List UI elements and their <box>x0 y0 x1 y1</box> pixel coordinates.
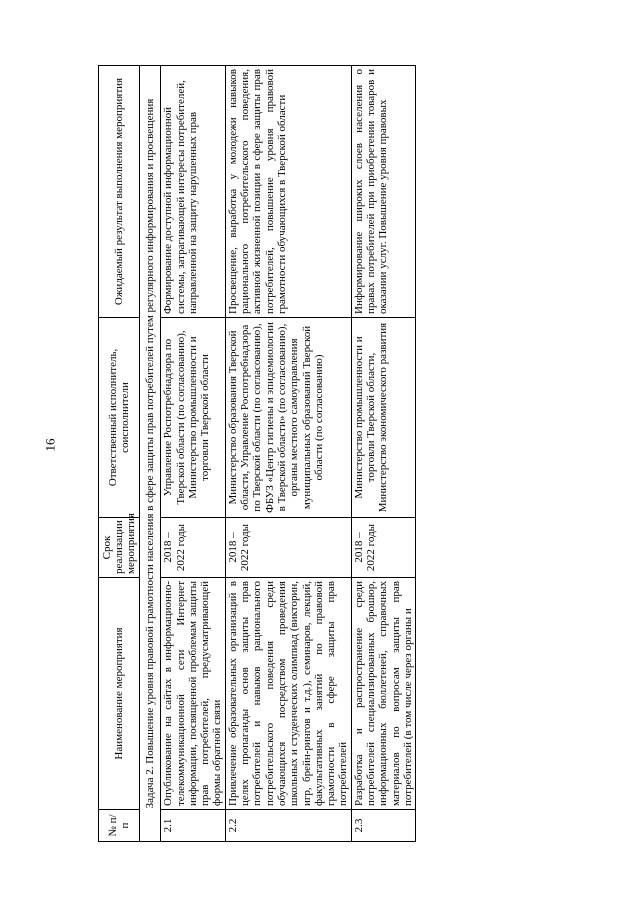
row-number: 2.2 <box>225 810 351 842</box>
table-row <box>225 66 351 842</box>
table-row <box>351 66 415 842</box>
table-row <box>161 66 225 842</box>
row-number: 2.1 <box>161 810 225 842</box>
measure-term: 2018 – 2022 годы <box>351 518 415 578</box>
row-number: 2.3 <box>351 810 415 842</box>
measures-table <box>98 65 416 842</box>
rotated-table-container <box>98 66 612 842</box>
task-heading: Задача 2. Повышение уровня правовой грамотности населения в сфере защиты прав потребителей путем регулярного информирования и просвещения <box>140 66 161 842</box>
page-number: 16 <box>42 438 58 452</box>
measure-responsible: Управление Роспотребнадзора по Тверской области (по согласованию), Министерство промышленности и торговли Тверской области <box>161 318 225 518</box>
measure-result: Формирование доступной информационной системы, затрагивающей интересы потребителей, направленной на защиту нарушенных прав <box>161 66 225 318</box>
header-cell-responsible: Ответственный исполнитель, соисполнители <box>99 318 140 518</box>
header-cell-result: Ожидаемый результат выполнения мероприятия <box>99 66 140 318</box>
measure-result: Информирование широких слоев населения о правах потребителей при приобретении товаров и оказании услуг. Повышение уровня правовых <box>351 66 415 318</box>
task-row <box>140 66 161 842</box>
measure-responsible: Министерство образования Тверской области, Управление Роспотребнадзора по Тверской области (по согласованию), ФБУЗ «Центр гигиены и эпидемиологии в Тверской области» (по согласованию), органы местного самоуправления муниципальных образований Тверской области (по согласованию) <box>225 318 351 518</box>
header-cell-term: Срок реализации мероприятия <box>99 518 140 578</box>
header-cell-num: № п/п <box>99 810 140 842</box>
measure-responsible: Министерство промышленности и торговли Тверской области, Министерство экономического развития <box>351 318 415 518</box>
measure-result: Просвещение, выработка у молодежи навыков рационального потребительского поведения, активной жизненной позиции в сфере защиты прав потребителей, повышение уровня правовой грамотности обучающихся в Тверской области <box>225 66 351 318</box>
measure-name: Привлечение образовательных организаций в целях пропаганды основ защиты прав потребителей и навыков рационального потребительского поведения среди обучающихся посредством проведения школьных и студенческих олимпиад (викторин, игр, брейн-рингов и т.д.), семинаров, лекций, факультативных занятий по правовой грамотности в сфере защиты прав потребителей <box>225 578 351 810</box>
measure-term: 2018 – 2022 годы <box>225 518 351 578</box>
measure-term: 2018 – 2022 годы <box>161 518 225 578</box>
header-row <box>99 66 140 842</box>
measure-name: Разработка и распространение среди потребителей специализированных брошюр, информационных бюллетеней, справочных материалов по вопросам защиты прав потребителей (в том числе через органы и <box>351 578 415 810</box>
header-cell-name: Наименование мероприятия <box>99 578 140 810</box>
measure-name: Опубликование на сайтах в информационно-телекоммуникационной сети Интернет информации, посвященной проблемам защиты прав потребителей, предусматривающей формы обратной связи <box>161 578 225 810</box>
